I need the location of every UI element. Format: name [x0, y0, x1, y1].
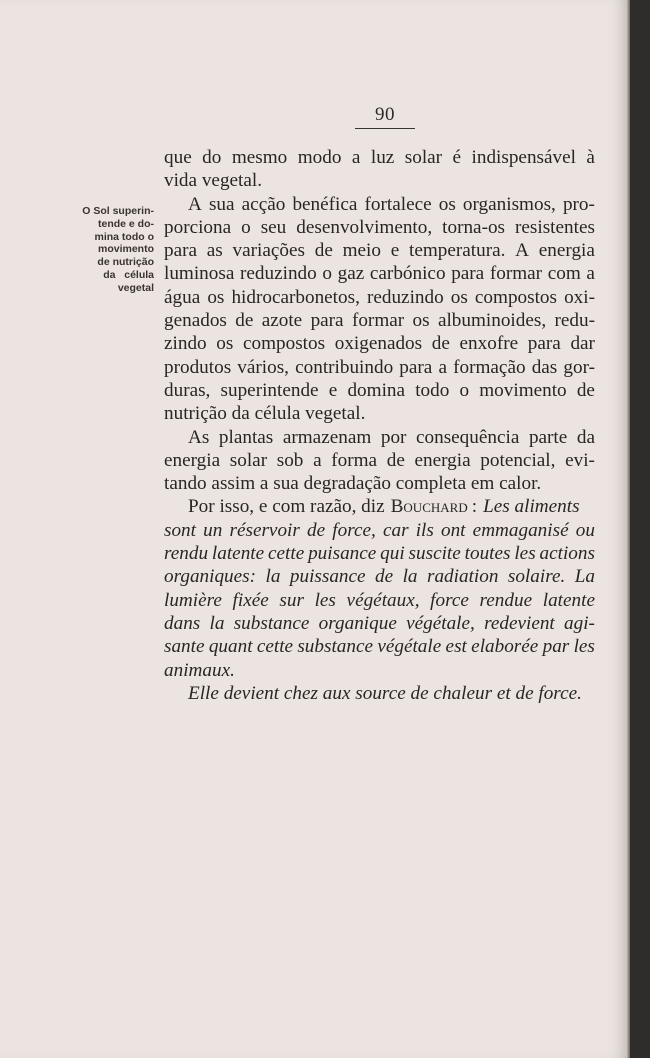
text-line: produtos vários, contribuindo para a formação das gor- [164, 356, 595, 378]
quote-line: Elle devient chez aux source de chaleur et de force. [188, 682, 582, 704]
body-text [164, 146, 595, 705]
text-line: genados de azote para formar os albuminoides, redu- [164, 310, 595, 332]
quote-line: animaux. [164, 659, 235, 681]
text-line: nutrição da célula vegetal. [164, 403, 366, 425]
text-line: energia solar sob a forma de energia potencial, evi- [164, 449, 595, 471]
margin-note [62, 205, 154, 295]
quote-line: rendu latente cette puisance qui suscite toutes les actions [164, 543, 595, 565]
margin-note-line: da célula [103, 268, 154, 281]
text-line: As plantas armazenam por consequência parte da [188, 426, 595, 448]
quote-start: Les aliments [483, 496, 580, 518]
margin-note-line: tende e do- [97, 217, 154, 230]
text-line: tando assim a sua degradação completa em calor. [164, 473, 542, 495]
page-edge [626, 0, 630, 1058]
quote-line: sante quant cette substance végétale est elaborée par les [164, 636, 595, 658]
margin-note-line: mina todo o [94, 230, 154, 243]
text-line: para as variações de meio e temperatura. A energia [164, 240, 595, 262]
margin-note-line: O Sol superin- [82, 205, 154, 217]
quote-lead: Por isso, e com razão, diz [188, 496, 385, 518]
text-line: água os hidrocarbonetos, reduzindo os compostos oxi- [164, 286, 595, 308]
text-line: zindo os compostos oxigenados de enxofre para dar [164, 333, 595, 355]
text-line: porciona o seu desenvolvimento, torna-os resistentes [164, 216, 595, 238]
margin-note-line: de nutrição [97, 256, 154, 269]
text-line: que do mesmo modo a luz solar é indispensável à [164, 147, 595, 168]
text-line: vida vegetal. [164, 170, 263, 192]
margin-note-line: movimento [97, 243, 154, 256]
text-line: luminosa reduzindo o gaz carbónico para formar com a [164, 263, 595, 285]
author-name: Bouchard [390, 496, 468, 518]
margin-note-line: vegetal [117, 281, 154, 294]
text-line [164, 495, 595, 518]
quote-line: organiques: la puissance de la radiation solaire. La [164, 566, 595, 588]
text-line: duras, superintende e domina todo o movimento de [164, 379, 595, 401]
quote-line: dans la substance organique végétale, redevient agi- [164, 612, 595, 634]
colon: : [471, 496, 478, 518]
page-number: 90 [355, 104, 415, 129]
text-line: A sua acção benéfica fortalece os organismos, pro- [188, 193, 595, 215]
quote-line: lumière fixée sur les végétaux, force rendue latente [164, 589, 595, 611]
quote-line: sont un réservoir de force, car ils ont emmaganisé ou [164, 519, 595, 541]
